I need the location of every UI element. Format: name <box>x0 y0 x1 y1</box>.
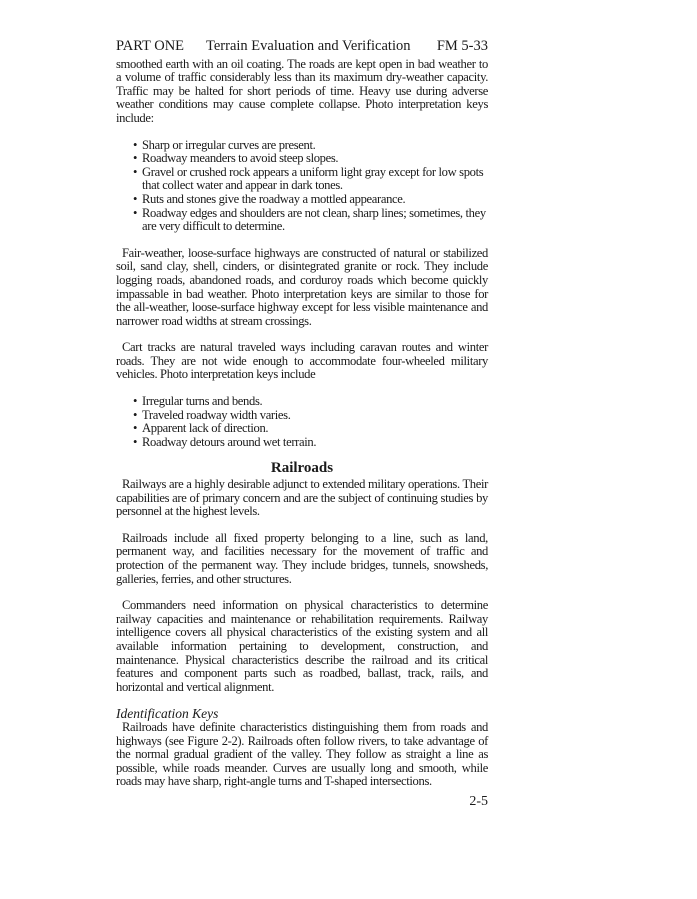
list-item: • Irregular turns and bends. <box>133 395 488 409</box>
header-title: Terrain Evaluation and Verification <box>206 38 411 54</box>
header-left <box>116 40 411 54</box>
fair-weather-paragraph: Fair-weather, loose-surface highways are constructed of natural or stabilized soil, sand clay, shell, cinders, or disintegrated granite or rock. They include logging roads, abandoned roads, and corduroy roads which become quickly impassable in bad weather. Photo interpretation keys are similar to those for the all-weather, loose-surface highway except for less visible maintenance and narrower road widths at stream crossings. <box>116 245 488 328</box>
list-item: • Roadway detours around wet terrain. <box>133 436 488 450</box>
document-page <box>116 40 488 809</box>
keys-list-1 <box>116 139 488 234</box>
header-manual-number: FM 5-33 <box>436 38 488 54</box>
header-part: PART ONE <box>116 38 185 54</box>
intro-paragraph: smoothed earth with an oil coating. The roads are kept open in bad weather to a volume of traffic considerably less than its maximum dry-weather capacity. Traffic may be halted for short periods of time. Heavy use during adverse weather conditions may cause complete collapse. Photo interpretation keys include: <box>116 56 488 125</box>
list-item: • Roadway meanders to avoid steep slopes. <box>133 152 488 166</box>
railroads-paragraph-2: Railroads include all fixed property belonging to a line, such as land, permanent way, and facilities necessary for the movement of traffic and protection of the permanent way. They include bridges, tunnels, snowsheds, galleries, ferries, and other structures. <box>116 530 488 586</box>
railroads-heading: Railroads <box>270 460 334 477</box>
railroads-paragraph-3: Commanders need information on physical characteristics to determine railway capacities and maintenance or rehabilitation requirements. Railway intelligence covers all physical characteristics of the existing system and all available information pertaining to development, construction, and maintenance. Physical characteristics describe the railroad and its critical features and component parts such as roadbed, ballast, track, rails, and horizontal and vertical alignment. <box>116 598 488 694</box>
list-item: • Apparent lack of direction. <box>133 422 488 436</box>
list-item: • Traveled roadway width varies. <box>133 409 488 423</box>
list-item: • Gravel or crushed rock appears a uniform light gray except for low spots that collect water and appear in dark tones. <box>133 166 488 193</box>
running-header <box>116 40 488 54</box>
keys-list-2 <box>116 395 488 449</box>
page-number: 2-5 <box>469 793 488 809</box>
list-item: • Roadway edges and shoulders are not clean, sharp lines; sometimes, they are very difficult to determine. <box>133 207 488 234</box>
list-item: • Sharp or irregular curves are present. <box>133 139 488 153</box>
identification-keys-subheading: Identification Keys <box>116 706 219 722</box>
cart-tracks-paragraph: Cart tracks are natural traveled ways including caravan routes and winter roads. They are not wide enough to accommodate four-wheeled military vehicles. Photo interpretation keys include <box>116 340 488 382</box>
identification-keys-paragraph: Railroads have definite characteristics distinguishing them from roads and highways (see Figure 2-2). Railroads often follow rivers, to take advantage of the normal gradual gradient of the valley. They follow as straight a line as possible, while roads meander. Curves are usually long and smooth, while roads may have sharp, right-angle turns and T-shaped intersections. <box>116 719 488 789</box>
list-item: • Ruts and stones give the roadway a mottled appearance. <box>133 193 488 207</box>
railroads-paragraph-1: Railways are a highly desirable adjunct to extended military operations. Their capabilities are of primary concern and are the subject of continuing studies by personnel at the highest levels. <box>116 477 488 519</box>
